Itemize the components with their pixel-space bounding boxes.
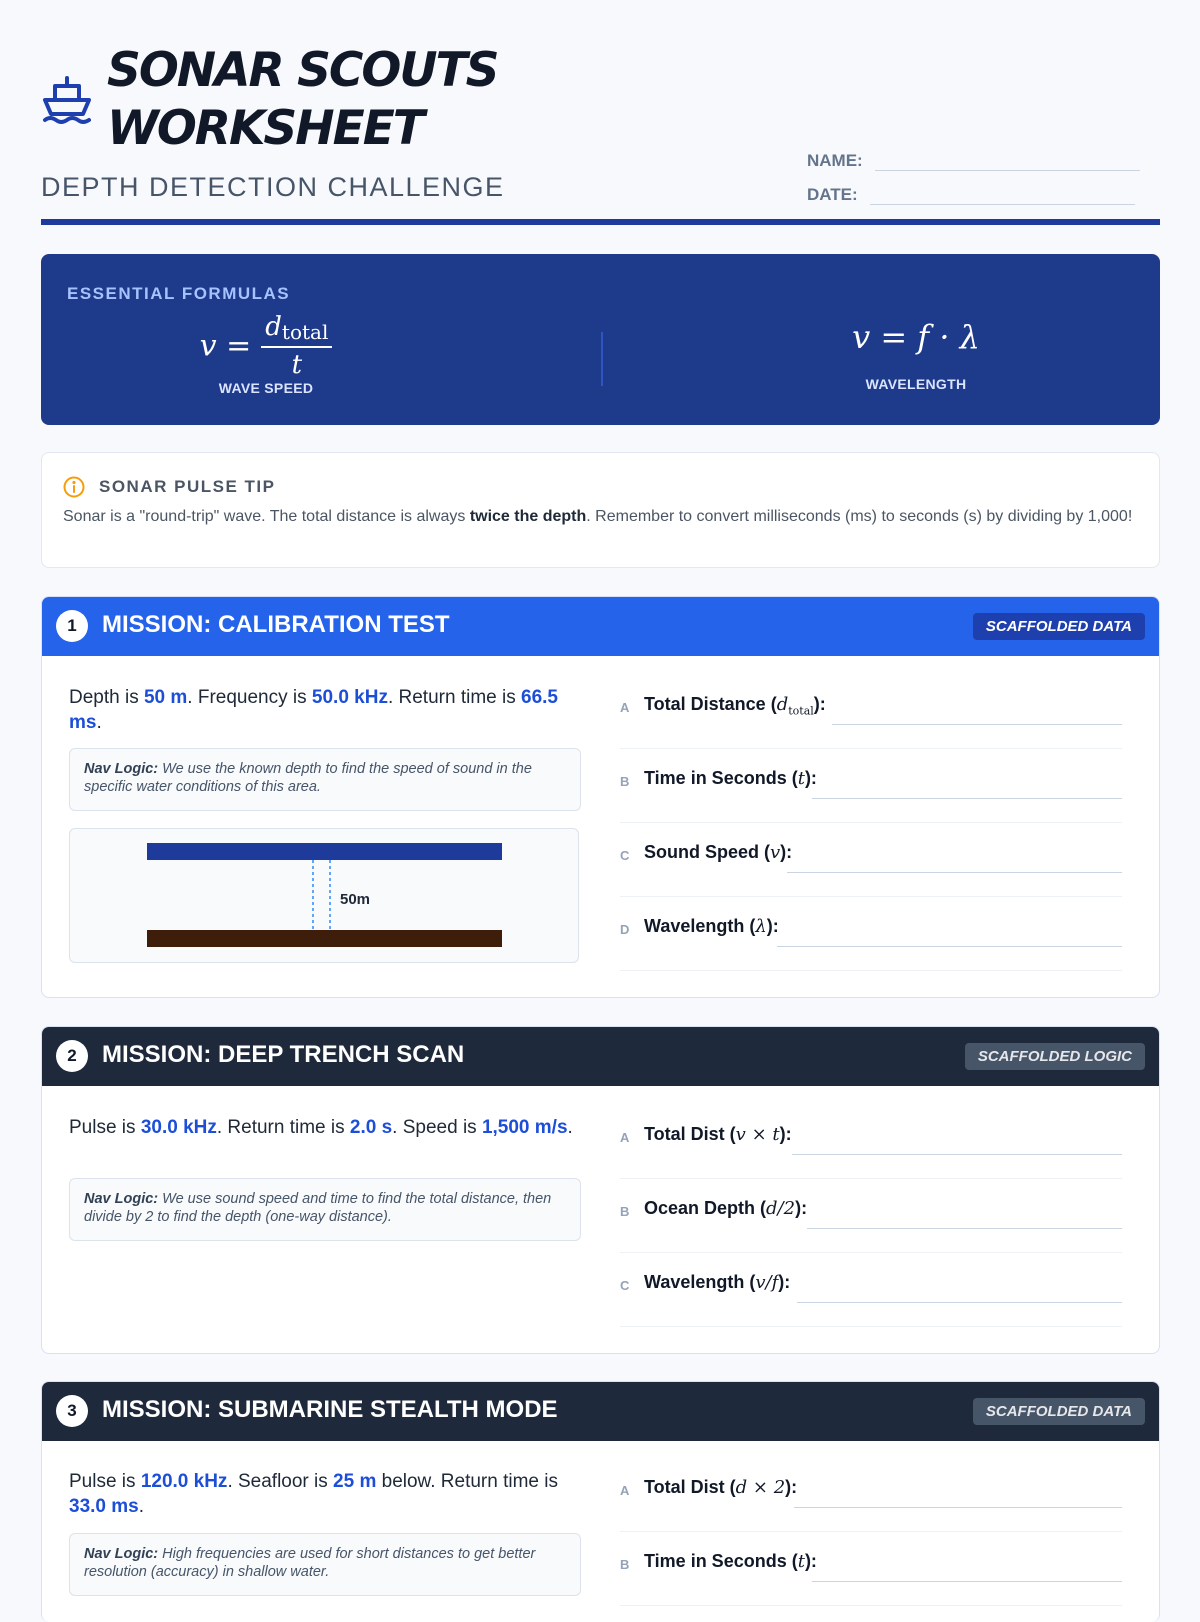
- wave-speed-formula: v = $\frac{d_{total}}{t}$: [191, 312, 341, 380]
- answer-input[interactable]: [794, 1507, 1122, 1508]
- wave-speed-label: WAVE SPEED: [218, 380, 314, 396]
- formulas-divider: [601, 332, 603, 386]
- mission-title: MISSION: SUBMARINE STEALTH MODE: [102, 1396, 558, 1423]
- header-divider: [41, 219, 1160, 225]
- answer-input[interactable]: [787, 872, 1122, 873]
- question-row-b: B Ocean Depth (d/2):: [620, 1178, 1122, 1253]
- answer-input[interactable]: [797, 1302, 1122, 1303]
- answer-input[interactable]: [812, 798, 1122, 799]
- mission-description: Depth is 50 m. Frequency is 50.0 kHz. Return time is 66.5 ms.: [69, 687, 558, 733]
- name-field-row: [807, 146, 1140, 171]
- mission-title: MISSION: DEEP TRENCH SCAN: [102, 1041, 465, 1068]
- question-label: Wavelength (λ):: [644, 916, 779, 937]
- info-icon: [62, 475, 86, 499]
- depth-diagram: [69, 828, 579, 963]
- wavelength-formula: v = f · λ: [852, 318, 980, 356]
- page-title: SONAR SCOUTS WORKSHEET: [107, 43, 498, 156]
- sonar-pulse-tip: [41, 452, 1160, 568]
- answer-input[interactable]: [792, 1154, 1122, 1155]
- mission-header: [42, 1027, 1159, 1086]
- tip-text: Sonar is a "round-trip" wave. The total distance is always twice the depth. Remember to convert milliseconds (ms) to seconds (s) by dividing by 1,000!: [63, 508, 1133, 525]
- date-label: DATE:: [807, 185, 858, 204]
- water-surface: [147, 843, 502, 860]
- mission-badge: SCAFFOLDED LOGIC: [965, 1043, 1145, 1070]
- mission-number: 3: [56, 1395, 88, 1427]
- essential-formulas-panel: [41, 254, 1160, 425]
- question-label: Time in Seconds (t):: [644, 768, 817, 789]
- question-label: Total Dist (d × 2):: [644, 1477, 798, 1498]
- question-label: Ocean Depth (d/2):: [644, 1198, 808, 1219]
- question-row-c: C Wavelength (v/f):: [620, 1252, 1122, 1327]
- mission-header: [42, 1382, 1159, 1441]
- question-label: Wavelength (v/f):: [644, 1272, 791, 1293]
- mission-card-2: [41, 1026, 1160, 1354]
- question-label: Time in Seconds (t):: [644, 1551, 817, 1572]
- ship-icon: [41, 74, 93, 126]
- question-row-a: A Total Dist (v × t):: [620, 1104, 1122, 1179]
- mission-title: MISSION: CALIBRATION TEST: [102, 611, 450, 638]
- nav-logic-box: Nav Logic: High frequencies are used for short distances to get better resolution (accuracy) in shallow water.: [69, 1533, 581, 1596]
- wavelength-label: WAVELENGTH: [865, 376, 967, 392]
- answer-input[interactable]: [832, 724, 1122, 725]
- mission-badge: SCAFFOLDED DATA: [973, 613, 1145, 640]
- nav-logic-box: Nav Logic: We use the known depth to find the speed of sound in the specific water conditions of this area.: [69, 748, 581, 811]
- worksheet-page: [41, 0, 1160, 1580]
- question-label: Sound Speed (v):: [644, 842, 793, 863]
- date-field[interactable]: [870, 180, 1135, 205]
- answer-input[interactable]: [812, 1581, 1122, 1582]
- question-row-b: B Time in Seconds (t):: [620, 1531, 1122, 1606]
- question-row-d: D Wavelength (λ):: [620, 896, 1122, 971]
- name-label: NAME:: [807, 151, 863, 170]
- nav-logic-box: Nav Logic: We use sound speed and time to find the total distance, then divide by 2 to find the depth (one-way distance).: [69, 1178, 581, 1241]
- question-row-a: A Total Distance $(d_{total})$:: [620, 674, 1122, 749]
- question-label: Total Dist (v × t):: [644, 1124, 792, 1145]
- mission-description: Pulse is 30.0 kHz. Return time is 2.0 s. Speed is 1,500 m/s.: [69, 1117, 573, 1138]
- question-label: Total Distance $(d_{total})$:: [644, 694, 826, 718]
- date-field-row: [807, 180, 1135, 205]
- question-row-c: C Sound Speed (v):: [620, 822, 1122, 897]
- mission-card-1: [41, 596, 1160, 998]
- mission-number: 1: [56, 610, 88, 642]
- question-row-b: B Time in Seconds (t):: [620, 748, 1122, 823]
- seafloor: [147, 930, 502, 947]
- answer-input[interactable]: [807, 1228, 1122, 1229]
- mission-number: 2: [56, 1040, 88, 1072]
- depth-label: 50m: [340, 891, 371, 908]
- formulas-title: ESSENTIAL FORMULAS: [67, 284, 291, 303]
- mission-description: Pulse is 120.0 kHz. Seafloor is 25 m below. Return time is 33.0 ms.: [69, 1471, 558, 1517]
- name-field[interactable]: [875, 146, 1140, 171]
- question-row-a: A Total Dist (d × 2):: [620, 1457, 1122, 1532]
- mission-header: [42, 597, 1159, 656]
- worksheet-header: [41, 0, 1160, 228]
- tip-title: SONAR PULSE TIP: [99, 477, 276, 496]
- answer-input[interactable]: [777, 946, 1122, 947]
- mission-card-3: [41, 1381, 1160, 1622]
- mission-badge: SCAFFOLDED DATA: [973, 1398, 1145, 1425]
- page-subtitle: DEPTH DETECTION CHALLENGE: [41, 172, 505, 202]
